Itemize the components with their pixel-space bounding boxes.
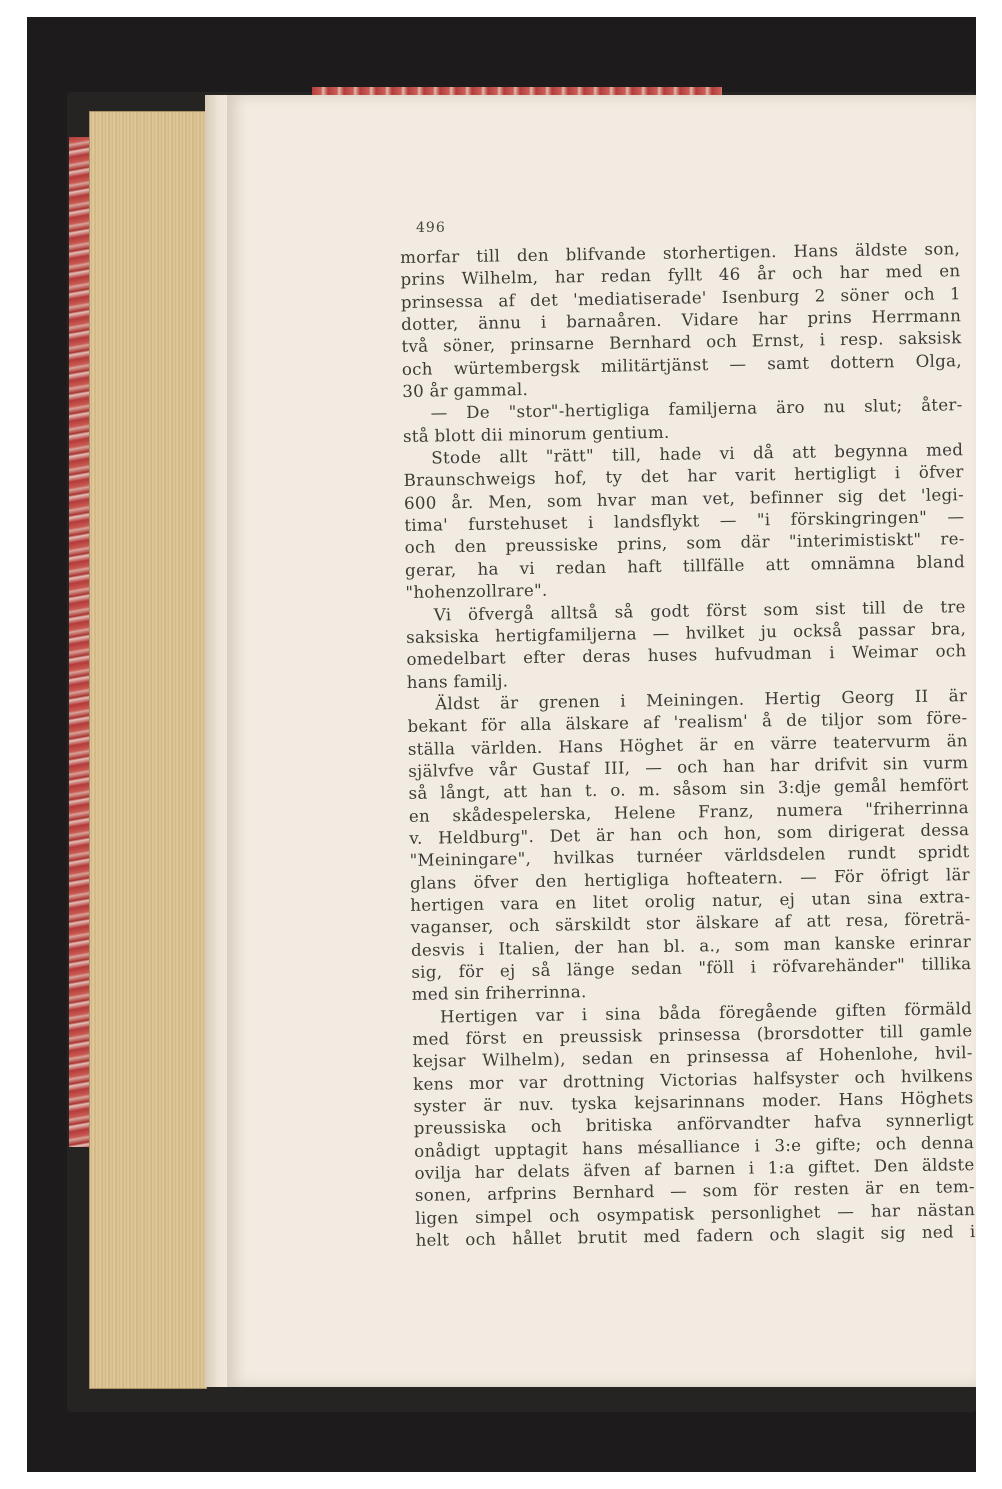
- text-line: så långt, att han t. o. m. såsom sin 3:dje gemål hemfört: [408, 775, 969, 804]
- text-line: och würtembergsk militärtjänst — samt dottern Olga,: [401, 350, 962, 379]
- text-line: saksiska hertigfamiljerna — hvilket ju också passar bra,: [405, 619, 967, 647]
- text-line: helt och hållet brutit med fadern och slagit sig ned i: [415, 1222, 976, 1251]
- text-line: sonen, arfprins Bernhard — som för resten är en tem-: [414, 1177, 975, 1206]
- text-line: med först en preussisk prinsessa (brorsdotter till gamle: [412, 1021, 973, 1049]
- text-line: vaganser, och särskildt stor älskare af att resa, företrä-: [410, 909, 971, 938]
- text-line: två söner, prinsarne Bernhard och Ernst, i resp. saksisk: [401, 328, 962, 357]
- text-line: 30 år gammal.: [402, 380, 529, 402]
- page-number: 496: [416, 220, 446, 236]
- text-line: Stode allt "rätt" till, hade vi då att begynna med: [431, 440, 964, 468]
- body-text: [400, 238, 976, 1252]
- text-line: "Meiningare", hvilkas turnéer världsdelen rundt spridt: [409, 842, 970, 871]
- text-line: Äldst är grenen i Meiningen. Hertig Georg II är: [435, 686, 968, 714]
- text-line: — De "stor"-hertigliga familjerna äro nu slut; åter-: [430, 395, 963, 423]
- page-stack-edge: [89, 111, 207, 1389]
- text-line: onådigt upptagit hans mésalliance i 3:e gifte; och denna: [414, 1132, 975, 1161]
- text-line: kejsar Wilhelm), sedan en prinsessa af Hohenlohe, hvil-: [412, 1043, 973, 1072]
- text-line: v. Heldburg". Det är han och hon, som dirigerat dessa: [409, 820, 970, 848]
- text-line: ställa världen. Hans Höghet är en värre teatervurm än: [407, 730, 968, 759]
- text-line: bekant för alla älskare af 'realism' å de tiljor som före-: [407, 708, 968, 737]
- text-line: hans familj.: [406, 670, 509, 692]
- text-line: ovilja har delats äfven af barnen i 1:a giftet. Den äldste: [414, 1155, 975, 1183]
- text-line: självfve vår Gustaf III, — och han har drifvit sin vurm: [408, 753, 969, 781]
- page-gutter: [205, 95, 227, 1387]
- text-line: en skådespelerska, Helene Franz, numera "friherrinna: [408, 797, 970, 826]
- text-line: gerar, ha vi redan haft tillfälle att omnämna bland: [404, 551, 966, 580]
- text-line: "hohenzollrare".: [405, 580, 548, 603]
- text-line: Vi öfvergå alltså så godt först som sist till de tre: [433, 596, 966, 625]
- text-line: med sin friherrinna.: [411, 982, 587, 1005]
- text-line: sig, för ej så länge sedan "föll i röfvarehänder" tillika: [411, 954, 972, 982]
- text-line: och den preussiske prins, som där "interimistiskt" re-: [404, 529, 965, 558]
- text-line: prinsessa af det 'mediatiserade' Isenburg 2 söner och 1: [400, 283, 961, 312]
- text-line: syster är nuv. tyska kejsarinnans moder. Hans Höghets: [413, 1088, 974, 1116]
- text-line: ligen simpel och osympatisk personlighet — har nästan: [415, 1199, 976, 1228]
- text-line: prins Wilhelm, har redan fyllt 46 år och har med en: [400, 261, 961, 290]
- text-line: glans öfver den hertigliga hofteatern. — För öfrigt lär: [409, 864, 971, 893]
- text-line: kens mor var drottning Victorias halfsyster och hvilkens: [413, 1065, 974, 1094]
- text-line: tima' furstehuset i landsflykt — "i förskingringen" —: [404, 507, 965, 536]
- text-line: 600 år. Men, som hvar man vet, befinner sig det 'legi-: [403, 484, 965, 513]
- book-photograph: [27, 17, 976, 1472]
- text-line: stå blott dii minorum gentium.: [402, 422, 670, 446]
- text-line: Braunschweigs hof, ty det har varit hertigligt i öfver: [403, 462, 964, 491]
- text-line: dotter, ännu i barnaåren. Vidare har prins Herrmann: [401, 306, 962, 335]
- book-page: [227, 95, 976, 1387]
- text-line: morfar till den blifvande storhertigen. Hans äldste son,: [400, 239, 961, 267]
- text-line: desvis i Italien, der han bl. a., som man kanske erinrar: [410, 931, 972, 960]
- text-line: preussiska och britiska anförvandter hafva synnerligt: [413, 1110, 974, 1139]
- text-line: hertigen vara en litet orolig natur, ej utan sina extra-: [410, 887, 971, 915]
- text-line: Hertigen var i sina båda föregående giften förmäld: [439, 998, 973, 1027]
- text-line: omedelbart efter deras huses hufvudman i Weimar och: [406, 641, 967, 670]
